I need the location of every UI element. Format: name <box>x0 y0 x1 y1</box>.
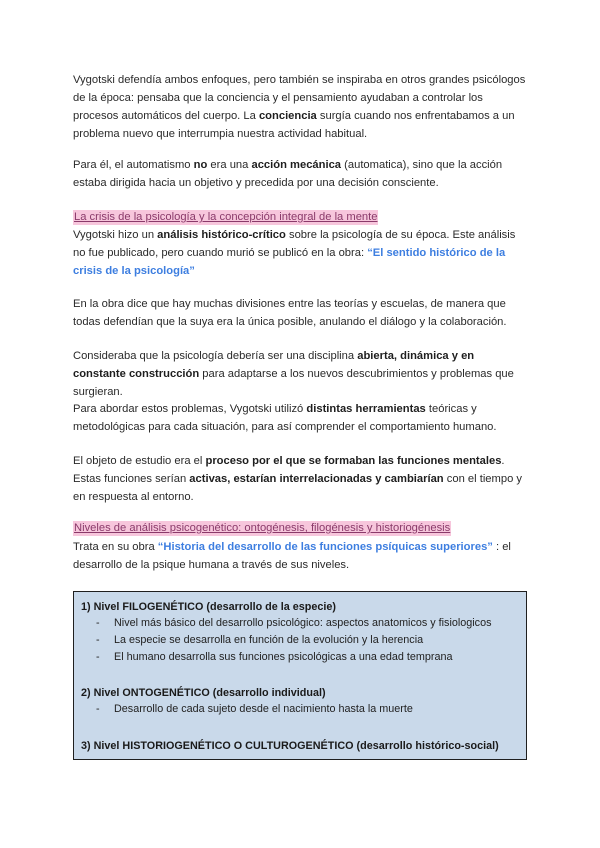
paragraph-disciplina: Consideraba que la psicología debería ser una disciplina abierta, dinámica y en constante construcción para adaptarse a los nuevos descubrimientos y problemas que surgieran. <box>73 350 514 398</box>
dash-bullet: - <box>96 651 100 663</box>
dash-bullet: - <box>96 617 100 629</box>
dash-bullet: - <box>96 703 100 715</box>
list-item: - Nivel más básico del desarrollo psicológico: aspectos anatomicos y fisiologicos <box>74 615 491 632</box>
book-title-link[interactable]: “El sentido histórico de la crisis de la psicología” <box>73 247 506 277</box>
levels-box <box>73 591 527 760</box>
paragraph-conciencia: Vygotski defendía ambos enfoques, pero también se inspiraba en otros grandes psicólogos de la época: pensaba que la conciencia y el pensamiento ayudaban a controlar los procesos automáticos del cuerpo. La conciencia surgía cuando nos enfrentabamos a un problema nuevo que interrumpia nuestra actividad habitual. <box>73 74 526 140</box>
paragraph-historia: Trata en su obra “Historia del desarrollo de las funciones psíquicas superiores” : el desarrollo de la psique humana a través de sus niveles. <box>73 541 511 571</box>
level-2-list <box>74 701 413 718</box>
paragraph-objeto-estudio: El objeto de estudio era el proceso por el que se formaban las funciones mentales. Estas funciones serían activas, estarían interrelacionadas y cambiarían con el tiempo y en respuesta al entorno. <box>73 455 522 503</box>
paragraph-divisiones: En la obra dice que hay muchas divisiones entre las teorías y escuelas, de manera que todas defendían que la suya era la única posible, anulando el diálogo y la colaboración. <box>73 298 507 328</box>
list-item: - La especie se desarrolla en función de la evolución y la herencia <box>74 632 491 649</box>
dash-bullet: - <box>96 634 100 646</box>
paragraph-herramientas: Para abordar estos problemas, Vygotski utilizó distintas herramientas teóricas y metodológicas para cada situación, para así comprender el comportamiento humano. <box>73 403 497 433</box>
level-2-title: 2) Nivel ONTOGENÉTICO (desarrollo individual) <box>81 687 326 699</box>
paragraph-analisis: Vygotski hizo un análisis histórico-crítico sobre la psicología de su época. Este análisis no fue publicado, pero cuando murió se publicó en la obra: “El sentido histórico de la crisis de la psicología” <box>73 229 516 277</box>
list-item: - Desarrollo de cada sujeto desde el nacimiento hasta la muerte <box>74 701 413 718</box>
book-title-link[interactable]: “Historia del desarrollo de las funciones psíquicas superiores” <box>157 541 493 553</box>
level-1-title: 1) Nivel FILOGENÉTICO (desarrollo de la especie) <box>81 601 336 613</box>
level-3-title: 3) Nivel HISTORIOGENÉTICO O CULTUROGENÉTICO (desarrollo histórico-social) <box>81 740 499 752</box>
paragraph-automatismo: Para él, el automatismo no era una acción mecánica (automatica), sino que la acción estaba dirigida hacia un objetivo y precedida por una decisión consciente. <box>73 159 503 189</box>
list-item: - El humano desarrolla sus funciones psicológicas a una edad temprana <box>74 649 491 666</box>
section-heading-niveles: Niveles de análisis psicogenético: ontogénesis, filogénesis y historiogénesis <box>74 522 451 534</box>
level-1-list <box>74 615 491 666</box>
section-heading-crisis: La crisis de la psicología y la concepción integral de la mente <box>74 211 378 223</box>
